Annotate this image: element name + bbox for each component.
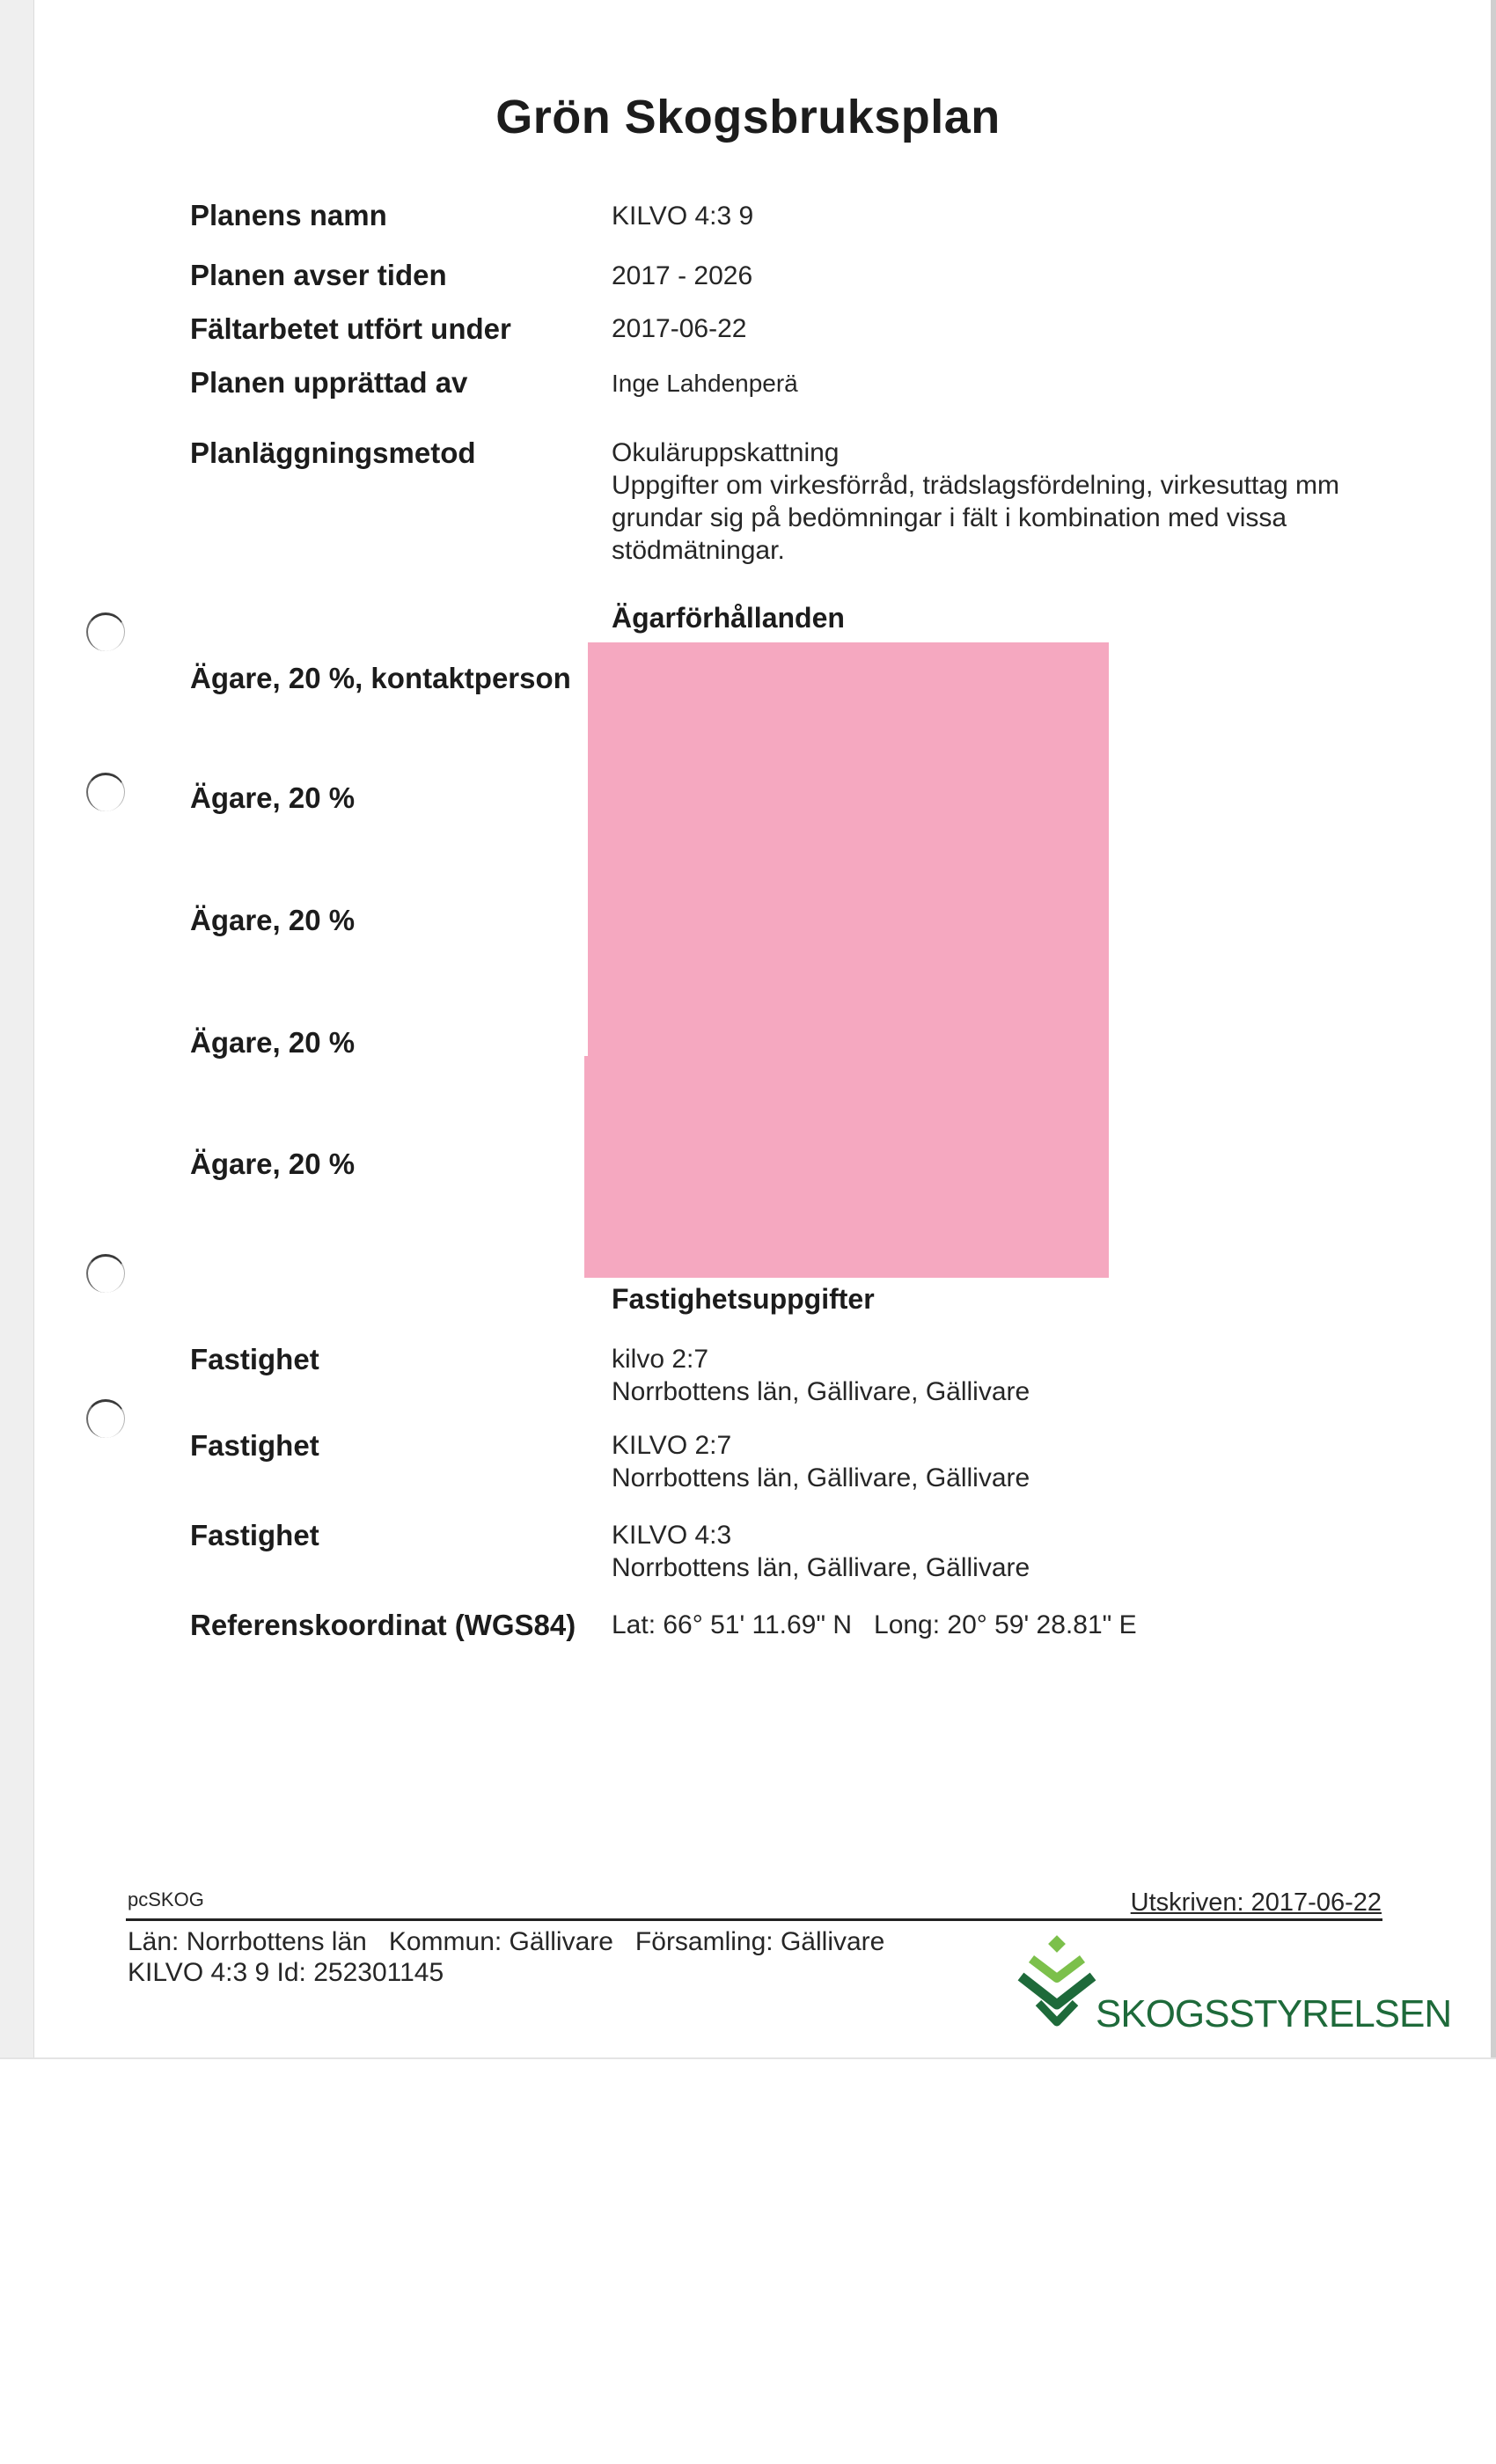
property-label: Fastighet: [190, 1343, 319, 1375]
document-title: Grön Skogsbruksplan: [495, 91, 1001, 143]
property-value: [612, 1519, 1030, 1584]
method-line: grundar sig på bedömningar i fält i kombination med vissa: [612, 503, 1287, 532]
method-description: [612, 436, 1339, 567]
skogsstyrelsen-logo: [1012, 1934, 1452, 2040]
property-label: Fastighet: [190, 1429, 319, 1462]
logo-mark: [1048, 1935, 1066, 1953]
punch-hole: [86, 773, 125, 811]
redaction-block: [588, 642, 1109, 1278]
reference-coordinate-label: Referenskoordinat (WGS84): [190, 1609, 576, 1641]
owner-row: Ägare, 20 %: [190, 1026, 356, 1059]
reference-coordinate-value: Lat: 66° 51' 11.69" N Long: 20° 59' 28.81" E: [612, 1610, 1137, 1639]
footer-region-info: Län: Norrbottens län Kommun: Gällivare Församling: Gällivare: [128, 1927, 885, 1956]
ownership-heading: Ägarförhållanden: [612, 602, 845, 634]
plan-name-label: Planens namn: [190, 199, 387, 231]
scan-left-edge: [0, 0, 34, 2059]
property-name: KILVO 4:3: [612, 1521, 732, 1550]
method-line: Okuläruppskattning: [612, 438, 840, 467]
fieldwork-value: 2017-06-22: [612, 314, 747, 343]
redaction-block-edge: [584, 1056, 593, 1278]
owner-row: Ägare, 20 %, kontaktperson: [190, 662, 571, 694]
logo-mark: [1031, 1959, 1082, 1978]
property-value: [612, 1429, 1030, 1494]
author-value: Inge Lahdenperä: [612, 370, 798, 397]
property-name: KILVO 2:7: [612, 1431, 732, 1460]
method-label: Planläggningsmetod: [190, 436, 476, 469]
paper-bottom-edge: [0, 2057, 1496, 2059]
owner-row: Ägare, 20 %: [190, 904, 356, 936]
property-location: Norrbottens län, Gällivare, Gällivare: [612, 1553, 1030, 1582]
property-location: Norrbottens län, Gällivare, Gällivare: [612, 1463, 1030, 1492]
method-line: Uppgifter om virkesförråd, trädslagsfördelning, virkesuttag mm: [612, 471, 1339, 500]
footer-divider: [126, 1918, 1382, 1921]
logo-text: SKOGSSTYRELSEN: [1096, 1992, 1452, 2035]
owner-row: Ägare, 20 %: [190, 781, 356, 814]
property-location: Norrbottens län, Gällivare, Gällivare: [612, 1377, 1030, 1406]
software-name: pcSKOG: [128, 1888, 204, 1910]
owner-row: Ägare, 20 %: [190, 1148, 356, 1180]
property-name: kilvo 2:7: [612, 1345, 709, 1374]
property-heading: Fastighetsuppgifter: [612, 1283, 875, 1315]
punch-hole: [86, 612, 125, 651]
property-label: Fastighet: [190, 1519, 319, 1551]
fieldwork-label: Fältarbetet utfört under: [190, 312, 511, 345]
printed-date: Utskriven: 2017-06-22: [1130, 1888, 1382, 1917]
plan-period-label: Planen avser tiden: [190, 259, 447, 291]
plan-period-value: 2017 - 2026: [612, 261, 753, 290]
punch-hole: [86, 1254, 125, 1293]
plan-name-value: KILVO 4:3 9: [612, 202, 754, 231]
method-line: stödmätningar.: [612, 536, 785, 565]
tree-logo-icon: [1012, 1934, 1109, 2031]
property-value: [612, 1343, 1030, 1408]
footer-property-id: KILVO 4:3 9 Id: 252301145: [128, 1958, 444, 1987]
punch-hole: [86, 1399, 125, 1438]
scan-right-edge: [1491, 0, 1496, 2059]
author-label: Planen upprättad av: [190, 366, 468, 399]
